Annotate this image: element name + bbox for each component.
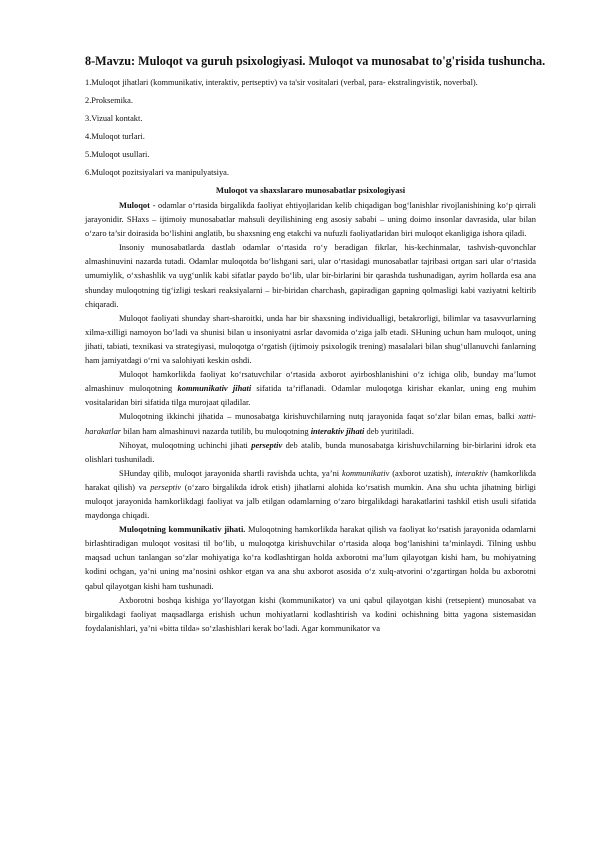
paragraph-7-term-2: interaktiv — [455, 467, 488, 478]
paragraph-6-b: deb atalib, bunda munosabatga kirishuvchilarning bir-birlarini idrok eta olishlari tushuniladi. — [85, 439, 536, 464]
paragraph-7-d: (o‘zaro birgalikda idrok etish) jihatlarni alohida ko‘rsatish mumkin. Ana shu uchta jihatning birligi muloqot jarayonida hamkorlikdagi faoliyat va jalb etilgan odamlarning o‘zaro birgalikdagi harakatlarini tashkil etish usuli sifatida maydonga chiqadi. — [85, 481, 536, 521]
paragraph-7-term-3: perseptiv — [150, 481, 182, 492]
paragraph-7-b: (axborot uzatish), — [389, 467, 456, 478]
plan-item-4: 4.Muloqot turlari. — [85, 132, 145, 141]
paragraph-4-a: Muloqot hamkorlikda faoliyat ko‘rsatuvchilar o‘rtasida axborot ayirboshlanishini o‘z ichiga olib, bunday ma’lumot almashinuv muloqotning — [85, 369, 536, 394]
paragraph-4-term: kommunikativ jihati — [177, 383, 252, 394]
paragraph-4-b: sifatida ta’riflanadi. Odamlar muloqotga kirishar ekanlar, uning eng muhim vositalaridan biri sifatida tilga murojaat qiladilar. — [85, 383, 536, 408]
paragraph-1-lead: Muloqot — [119, 200, 150, 210]
paragraph-5-b: bilan ham almashinuvi nazarda tutilib, bu muloqotning — [121, 425, 311, 436]
paragraph-7-a: SHunday qilib, muloqot jarayonida shartli ravishda uchta, ya’ni — [119, 467, 342, 478]
plan-item-5: 5.Muloqot usullari. — [85, 150, 150, 159]
paragraph-5-term-1: xatti-harakatlar — [85, 411, 536, 436]
paragraph-6 — [85, 438, 536, 466]
plan-item-2: 2.Proksemika. — [85, 96, 133, 105]
paragraph-4 — [85, 367, 536, 409]
paragraph-1-text: - odamlar o‘rtasida birgalikda faoliyat ehtiyojlaridan kelib chiqadigan bog‘lanishlar rivojlanishining ko‘p qirrali jarayonidir. SHaxs – ijtimoiy munosabatlar mahsuli deyilishining eng asosiy sababi – uning doimo insonlar davrasida, ular bilan o‘zaro ta’sir doirasida bo‘lishini anglatib, bu shaxsning eng etakchi va nufuzli faoliyatlaridan biri muloqot ekanligiga ishora qiladi. — [85, 200, 536, 239]
paragraph-9: Axborotni boshqa kishiga yo‘llayotgan kishi (kommunikator) va uni qabul qilayotgan kishi (retsepient) munosabat va birgalikdagi faoliyat maqsadlarga erishish uchun mohiyatlarni kodlashtirish va kodini ochishning bitta yagona sistemasidan foydalanishlari, ya’ni «bitta tilda» so‘zlashishlari kerak bo‘ladi. Agar kommunikator va — [85, 594, 536, 633]
paragraph-7-c: (hamkorlikda harakat qilish) va — [85, 467, 536, 492]
plan-item-6: 6.Muloqot pozitsiyalari va manipulyatsiya. — [85, 168, 229, 177]
paragraph-8-text: Muloqotning hamkorlikda harakat qilish va faoliyat ko‘rsatish jarayonida odamlarni birlashtiradigan muloqot vositasi til bo‘lib, u muloqotga kirishuvchilar o‘rtasida aloqa bog‘lanishini ta’minlaydi. Tilning ushbu maqsad uchun tanlangan so‘zlar mohiyatiga ko‘ra kodlashtirgan holda axborotni ma’lum qilayotgan kishi ham, bu mohiyatning kodini ochgan, ya’ni uning ma’nosini oshkor etgan va ana shu axborot asosida o‘z xulq-atvorini o‘zgartirgan holda bu axborotni qabul qilayotgan kishi ham tushunadi. — [85, 524, 536, 591]
paragraph-8 — [85, 522, 536, 592]
section-title: Muloqot va shaxslararo munosabatlar psixologiyasi — [215, 185, 406, 195]
plan-item-1: 1.Muloqot jihatlari (kommunikativ, interaktiv, pertseptiv) va ta'sir vositalari (verbal, para- ekstralingvistik, noverbal). — [85, 78, 478, 87]
paragraph-1 — [85, 198, 536, 240]
paragraph-7-term-1: kommunikativ — [342, 467, 390, 478]
paragraph-6-term: perseptiv — [251, 439, 283, 450]
paragraph-5-term-2: interaktiv jihati — [310, 425, 365, 436]
paragraph-2: Insoniy munosabatlarda dastlab odamlar o‘rtasida ro‘y beradigan fikrlar, his-kechinmalar, tashvish-quvonchlar almashinuvini nazarda tutadi. Odamlar muloqotda bo‘lishgani sari, ular o‘rtasidagi munosabatlar tajribasi ortgan sari ular o‘rtasida umumiylik, o‘xshashlik va uyg‘unlik kabi sifatlar paydo bo‘lib, ular bir-birlarini bir qarashda tushunadigan, ayrim hollarda esa ana shunday muloqotning tig‘izligi teskari reaksiyalarni – bir-biridan charchash, gapiradigan gapning qolmasligi kabi vaziyatni keltirib chiqaradi. — [85, 242, 536, 309]
paragraph-5-c: deb yuritiladi. — [364, 425, 414, 436]
paragraph-5 — [85, 409, 536, 437]
paragraph-7 — [85, 466, 536, 522]
paragraph-6-a: Nihoyat, muloqotning uchinchi jihati — [119, 439, 252, 450]
topic-plan-list — [85, 77, 536, 178]
paragraph-5-a: Muloqotning ikkinchi jihatida – munosabatga kirishuvchilarning nutq jarayonida faqat so‘zlar bilan emas, balki — [119, 411, 519, 422]
paragraph-8-lead: Muloqotning kommunikativ jihati. — [119, 524, 246, 535]
page-title: 8-Mavzu: Muloqot va guruh psixologiyasi. Muloqot va munosabat to'g'risida tushuncha. — [85, 54, 546, 68]
plan-item-3: 3.Vizual kontakt. — [85, 114, 143, 123]
paragraph-3: Muloqot faoliyati shunday shart-sharoitki, unda har bir shaxsning individualligi, betakrorligi, bilimlar va tasavvurlarning xilma-xilligi namoyon bo‘ladi va shunisi bilan u insoniyatni asrlar davomida o‘ziga jalb etadi. SHuning uchun ham muloqot, uning jihati, tabiati, texnikasi va strategiyasi, muloqotga o‘rgatish (ijtimoiy psixologik trening) masalalari bilan shug‘ullanuvchi fanlarning ham jamiyatdagi o‘rni va salohiyati keskin oshdi. — [85, 312, 536, 366]
